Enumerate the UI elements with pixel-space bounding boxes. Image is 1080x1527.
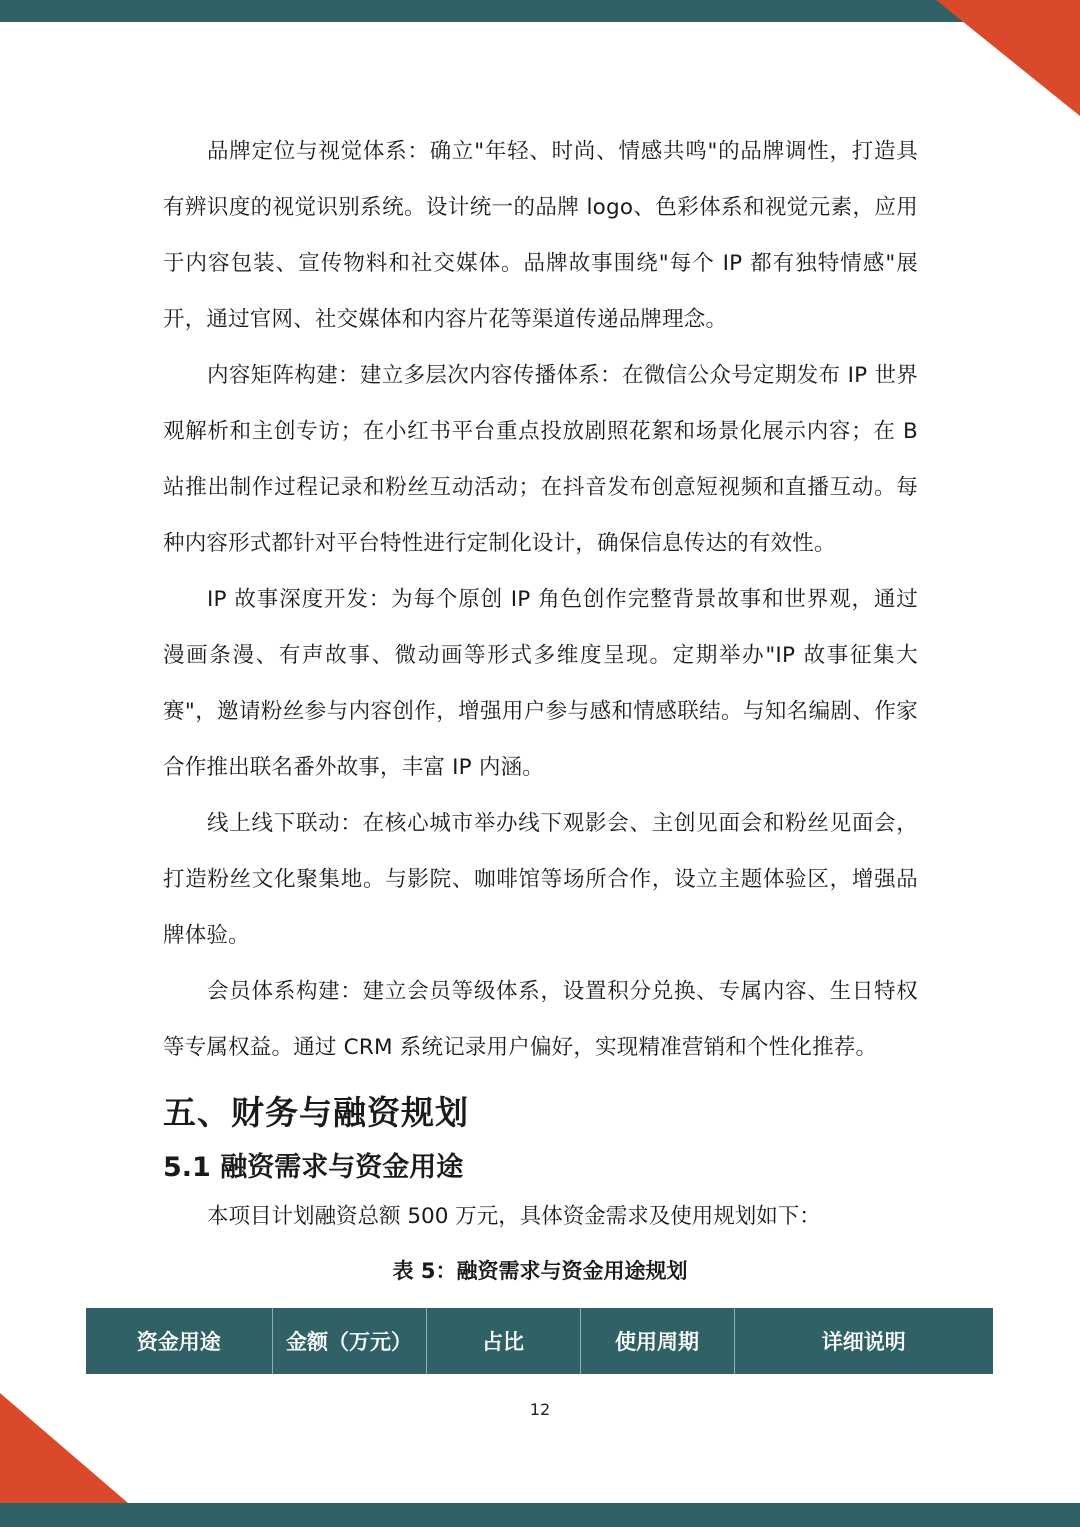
- table-header-cell: 占比: [426, 1308, 580, 1374]
- paragraph-brand-positioning: 品牌定位与视觉体系：确立"年轻、时尚、情感共鸣"的品牌调性，打造具有辨识度的视觉识别系统。设计统一的品牌 logo、色彩体系和视觉元素，应用于内容包装、宣传物料和社交媒体。品牌故事围绕"每个 IP 都有独特情感"展开，通过官网、社交媒体和内容片花等渠道传递品牌理念。: [163, 139, 918, 332]
- table-header-cell: 资金用途: [86, 1308, 272, 1374]
- top-decor-bar: [0, 0, 1080, 22]
- section-heading: 五、财务与融资规划: [163, 1093, 469, 1132]
- table-header-cell: 详细说明: [734, 1308, 993, 1374]
- table-caption: 表 5：融资需求与资金用途规划: [392, 1259, 688, 1283]
- paragraph-online-offline: 线上线下联动：在核心城市举办线下观影会、主创见面会和粉丝见面会，打造粉丝文化聚集地。与影院、咖啡馆等场所合作，设立主题体验区，增强品牌体验。: [163, 811, 918, 948]
- bottom-decor-bar: [0, 1503, 1080, 1527]
- funding-table: [86, 1308, 993, 1374]
- top-right-corner-decor: [936, 0, 1080, 116]
- table-header-cell: 金额（万元）: [272, 1308, 426, 1374]
- paragraph-content-matrix: 内容矩阵构建：建立多层次内容传播体系：在微信公众号定期发布 IP 世界观解析和主创专访；在小红书平台重点投放剧照花絮和场景化展示内容；在 B 站推出制作过程记录和粉丝互动活动；在抖音发布创意短视频和直播互动。每种内容形式都针对平台特性进行定制化设计，确保信息传达的有效性。: [163, 363, 918, 556]
- section-intro: 本项目计划融资总额 500 万元，具体资金需求及使用规划如下：: [207, 1204, 821, 1229]
- subsection-heading: 5.1 融资需求与资金用途: [163, 1152, 464, 1183]
- paragraph-ip-story: IP 故事深度开发：为每个原创 IP 角色创作完整背景故事和世界观，通过漫画条漫、有声故事、微动画等形式多维度呈现。定期举办"IP 故事征集大赛"，邀请粉丝参与内容创作，增强用户参与感和情感联结。与知名编剧、作家合作推出联名番外故事，丰富 IP 内涵。: [163, 587, 918, 780]
- table-header-cell: 使用周期: [580, 1308, 734, 1374]
- table-header-row: [86, 1308, 993, 1374]
- page-number: 12: [529, 1400, 551, 1419]
- paragraph-membership: 会员体系构建：建立会员等级体系，设置积分兑换、专属内容、生日特权等专属权益。通过 CRM 系统记录用户偏好，实现精准营销和个性化推荐。: [163, 979, 918, 1060]
